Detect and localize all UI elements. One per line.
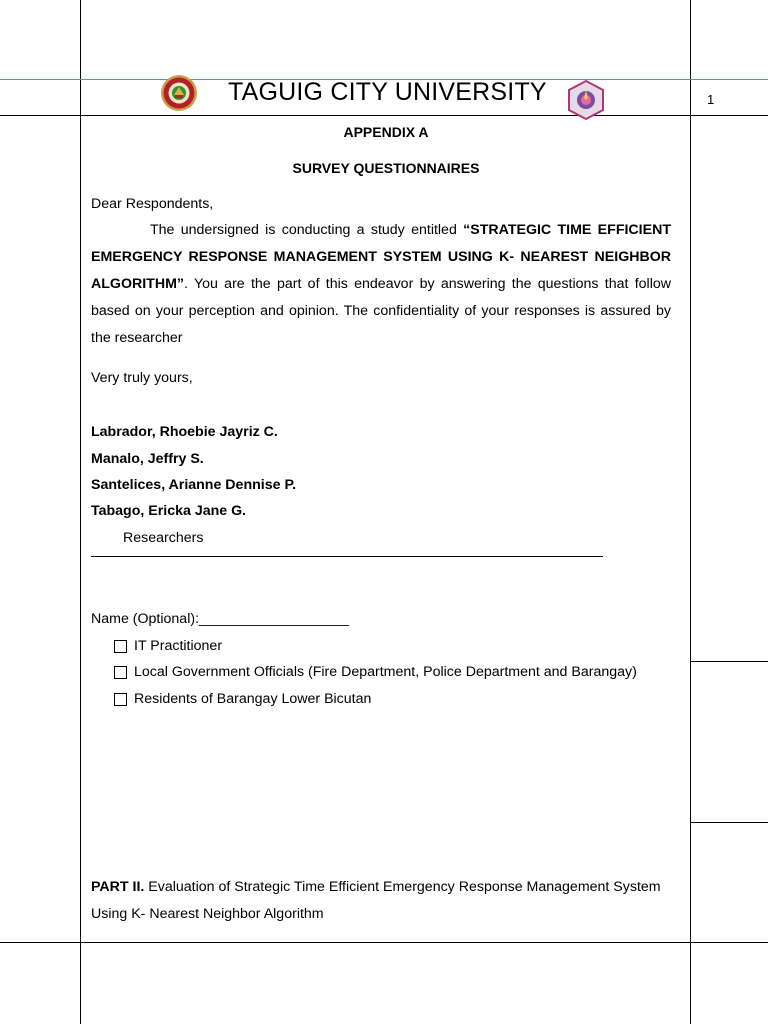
checkbox[interactable] bbox=[114, 693, 127, 706]
letter-body-rest: . You are the part of this endeavor by answering the questions that follow based on your perception and opinion. The confidentiality of your responses is assured by the researcher bbox=[91, 276, 671, 346]
appendix-subtitle: SURVEY QUESTIONNAIRES bbox=[292, 160, 480, 176]
option-residents[interactable] bbox=[114, 691, 371, 707]
option-label: Residents of Barangay Lower Bicutan bbox=[134, 691, 372, 707]
left-margin-line bbox=[80, 0, 81, 1024]
researchers-role: Researchers bbox=[123, 530, 204, 546]
signature-divider bbox=[91, 556, 603, 557]
letter-intro: The undersigned is conducting a study entitled bbox=[150, 222, 464, 238]
salutation: Dear Respondents, bbox=[91, 196, 214, 212]
part-two-section bbox=[91, 874, 681, 928]
option-label: Local Government Officials (Fire Department, Police Department and Barangay) bbox=[134, 664, 637, 680]
side-rule-1 bbox=[690, 661, 768, 662]
footer-rule bbox=[0, 942, 768, 943]
option-it-practitioner[interactable] bbox=[114, 638, 222, 654]
study-title: “STRATEGIC TIME EFFICIENT EMERGENCY RESPONSE MANAGEMENT SYSTEM USING K- NEAREST NEIGHBOR ALGORITHM” bbox=[91, 222, 671, 292]
right-margin-line bbox=[690, 0, 691, 1024]
header-bottom-rule bbox=[0, 115, 768, 116]
side-rule-2 bbox=[690, 822, 768, 823]
author-name: Labrador, Rhoebie Jayriz C. bbox=[91, 424, 278, 440]
page-number: 1 bbox=[707, 92, 715, 107]
letter-body bbox=[91, 217, 671, 352]
university-name: TAGUIG CITY UNIVERSITY bbox=[228, 78, 547, 106]
author-name: Manalo, Jeffry S. bbox=[91, 451, 204, 467]
author-name: Santelices, Arianne Dennise P. bbox=[91, 477, 297, 493]
part-two-text: Evaluation of Strategic Time Efficient Emergency Response Management System Using K- Nearest Neighbor Algorithm bbox=[91, 879, 661, 922]
checkbox[interactable] bbox=[114, 640, 127, 653]
college-emblem-logo bbox=[567, 80, 605, 120]
name-field-label: Name (Optional):___________________ bbox=[91, 611, 349, 627]
author-name: Tabago, Ericka Jane G. bbox=[91, 503, 247, 519]
option-label: IT Practitioner bbox=[134, 638, 223, 654]
option-local-government[interactable] bbox=[114, 664, 637, 680]
checkbox[interactable] bbox=[114, 666, 127, 679]
appendix-title: APPENDIX A bbox=[343, 124, 429, 140]
part-two-label: PART II. bbox=[91, 879, 145, 895]
university-seal-logo bbox=[160, 74, 198, 112]
closing: Very truly yours, bbox=[91, 370, 193, 386]
